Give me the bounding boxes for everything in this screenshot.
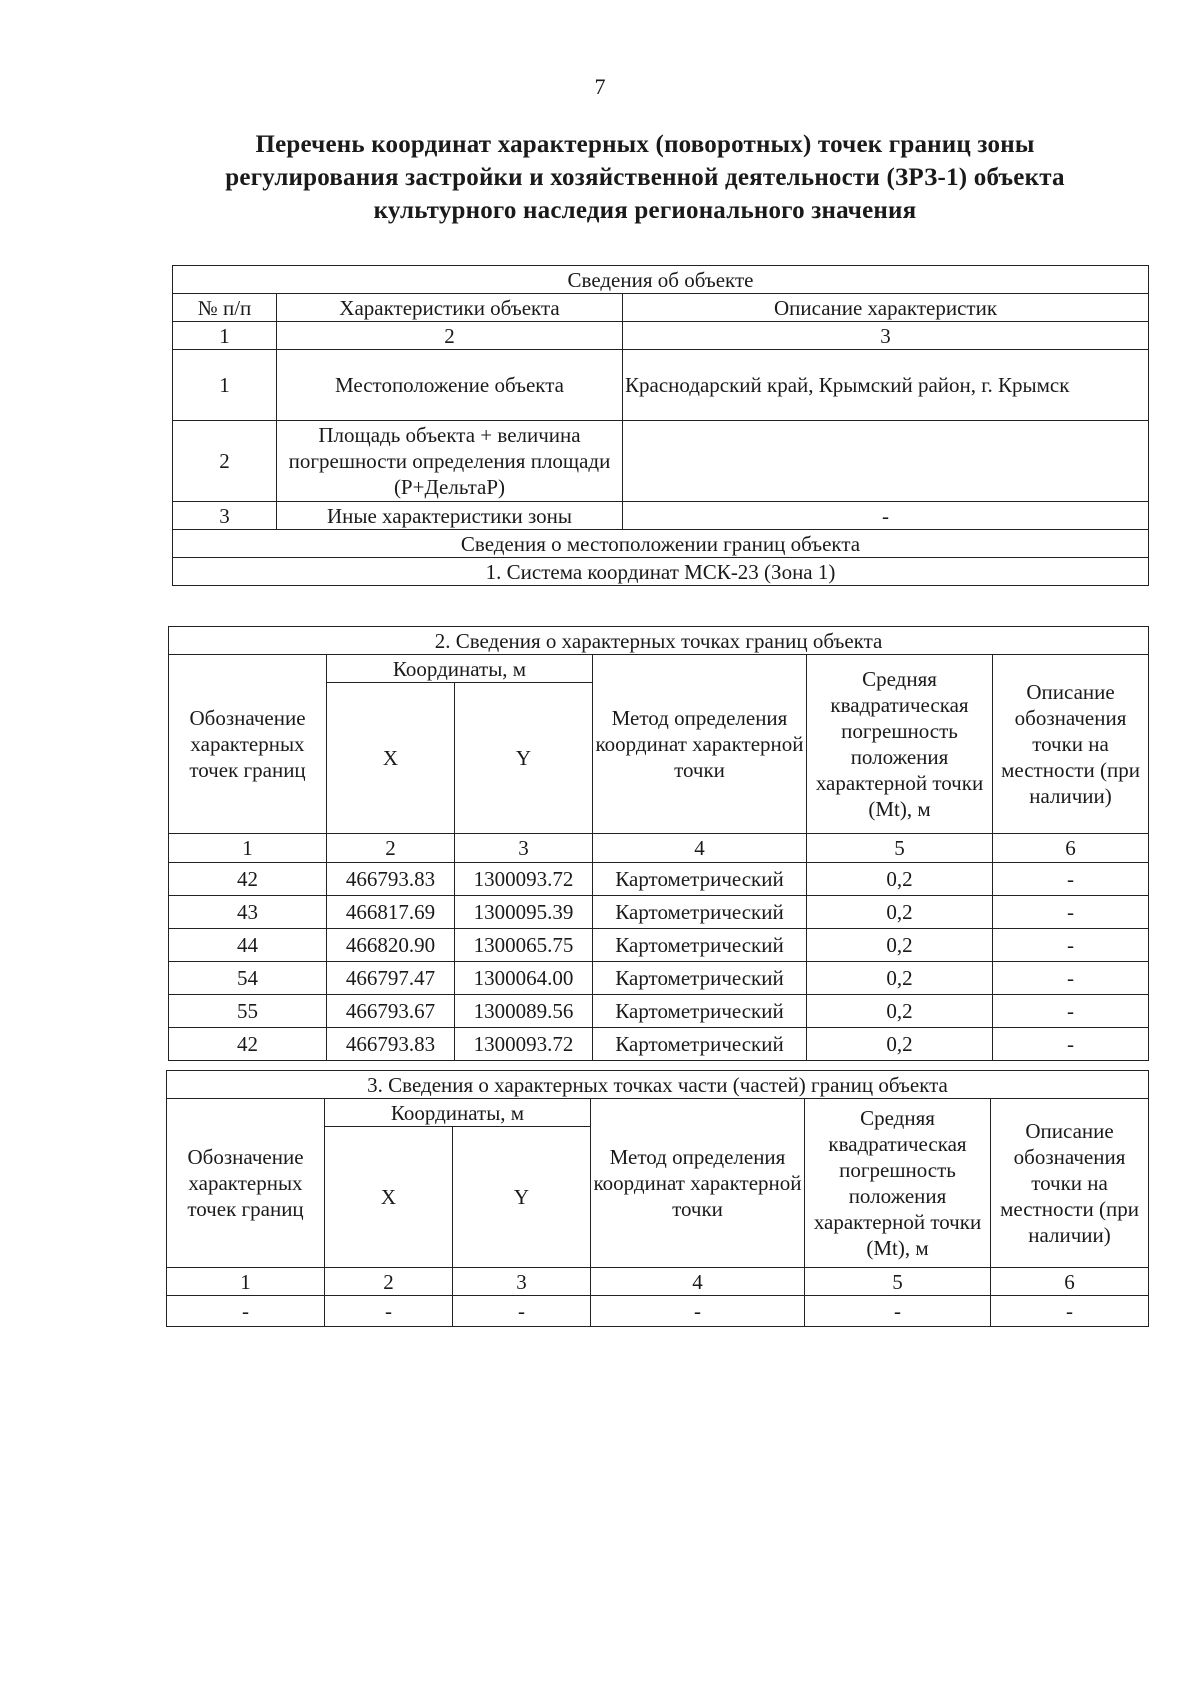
point-desc: - (993, 863, 1149, 896)
error-header: Средняя квадратическая погрешность положения характерной точки (Mt), м (807, 655, 993, 834)
method-header: Метод определения координат характерной точки (591, 1099, 805, 1268)
table-row (169, 863, 1149, 896)
table-row (169, 1028, 1149, 1061)
point-y: 1300093.72 (455, 863, 593, 896)
point-id: 44 (169, 929, 327, 962)
row-characteristic: Иные характеристики зоны (277, 502, 623, 530)
part-boundary-points-table (166, 1070, 1149, 1327)
point-error: - (805, 1296, 991, 1327)
point-error: 0,2 (807, 896, 993, 929)
table-row (169, 929, 1149, 962)
parts-numbers-row (167, 1268, 1149, 1296)
row-description (623, 421, 1149, 502)
col-number: 2 (277, 322, 623, 350)
parts-heading-row (167, 1071, 1149, 1099)
point-desc: - (993, 995, 1149, 1028)
coords-header: Координаты, м (325, 1099, 591, 1127)
col-header-characteristic: Характеристики объекта (277, 294, 623, 322)
row-num: 2 (173, 421, 277, 502)
table-row (169, 995, 1149, 1028)
point-id: 55 (169, 995, 327, 1028)
col-number: 4 (591, 1268, 805, 1296)
row-characteristic: Площадь объекта + величина погрешности определения площади (P+ДельтаP) (277, 421, 623, 502)
points-numbers-row (169, 834, 1149, 863)
point-method: Картометрический (593, 863, 807, 896)
point-y: 1300089.56 (455, 995, 593, 1028)
object-info-header-row (173, 294, 1149, 322)
row-characteristic: Местоположение объекта (277, 350, 623, 421)
point-x: 466820.90 (327, 929, 455, 962)
error-header: Средняя квадратическая погрешность положения характерной точки (Mt), м (805, 1099, 991, 1268)
point-y: - (453, 1296, 591, 1327)
point-id: 42 (169, 1028, 327, 1061)
object-info-row (173, 421, 1149, 502)
object-info-heading-row (173, 266, 1149, 294)
point-error: 0,2 (807, 929, 993, 962)
object-info-row (173, 502, 1149, 530)
coords-header: Координаты, м (327, 655, 593, 683)
point-error: 0,2 (807, 995, 993, 1028)
boundary-points-table (168, 626, 1149, 1061)
col-number: 4 (593, 834, 807, 863)
y-header: Y (453, 1127, 591, 1268)
object-info-numbers-row (173, 322, 1149, 350)
col-header-num: № п/п (173, 294, 277, 322)
point-method: Картометрический (593, 929, 807, 962)
table-row (169, 896, 1149, 929)
object-info-table (172, 265, 1149, 586)
row-num: 1 (173, 350, 277, 421)
point-method: Картометрический (593, 962, 807, 995)
points-heading-row (169, 627, 1149, 655)
point-x: 466793.83 (327, 863, 455, 896)
point-desc: - (993, 929, 1149, 962)
row-num: 3 (173, 502, 277, 530)
col-number: 2 (325, 1268, 453, 1296)
parts-header-row (167, 1099, 1149, 1127)
point-method: Картометрический (593, 1028, 807, 1061)
point-x: 466817.69 (327, 896, 455, 929)
col-number: 5 (805, 1268, 991, 1296)
parts-heading: 3. Сведения о характерных точках части (частей) границ объекта (167, 1071, 1149, 1099)
points-header-row (169, 655, 1149, 683)
coord-system-row (173, 558, 1149, 586)
point-desc: - (993, 1028, 1149, 1061)
point-desc: - (993, 896, 1149, 929)
point-x: - (325, 1296, 453, 1327)
points-heading: 2. Сведения о характерных точках границ объекта (169, 627, 1149, 655)
point-y: 1300093.72 (455, 1028, 593, 1061)
y-header: Y (455, 683, 593, 834)
point-description-header: Описание обозначения точки на местности (при наличии) (993, 655, 1149, 834)
object-info-heading: Сведения об объекте (173, 266, 1149, 294)
page-number: 7 (594, 74, 606, 99)
point-id: 43 (169, 896, 327, 929)
col-number: 2 (327, 834, 455, 863)
point-error: 0,2 (807, 863, 993, 896)
designation-header: Обозначение характерных точек границ (169, 655, 327, 834)
designation-header: Обозначение характерных точек границ (167, 1099, 325, 1268)
col-number: 6 (991, 1268, 1149, 1296)
col-number: 1 (173, 322, 277, 350)
point-error: 0,2 (807, 1028, 993, 1061)
point-x: 466797.47 (327, 962, 455, 995)
coord-system: 1. Система координат МСК-23 (Зона 1) (173, 558, 1149, 586)
table-row (167, 1296, 1149, 1327)
x-header: X (325, 1127, 453, 1268)
point-method: Картометрический (593, 896, 807, 929)
x-header: X (327, 683, 455, 834)
point-method: - (591, 1296, 805, 1327)
col-number: 3 (623, 322, 1149, 350)
point-x: 466793.83 (327, 1028, 455, 1061)
object-info-row (173, 350, 1149, 421)
method-header: Метод определения координат характерной точки (593, 655, 807, 834)
point-y: 1300095.39 (455, 896, 593, 929)
col-number: 5 (807, 834, 993, 863)
col-number: 6 (993, 834, 1149, 863)
col-number: 3 (453, 1268, 591, 1296)
row-description: Краснодарский край, Крымский район, г. Крымск (623, 350, 1149, 421)
point-y: 1300065.75 (455, 929, 593, 962)
col-number: 1 (167, 1268, 325, 1296)
point-y: 1300064.00 (455, 962, 593, 995)
point-id: 42 (169, 863, 327, 896)
location-heading-row (173, 530, 1149, 558)
point-desc: - (993, 962, 1149, 995)
document-title: Перечень координат характерных (поворотных) точек границ зоны регулирования застройки и хозяйственной деятельности (ЗРЗ-1) объекта культурного наследия регионального значения (225, 131, 1065, 224)
point-error: 0,2 (807, 962, 993, 995)
col-header-description: Описание характеристик (623, 294, 1149, 322)
point-x: 466793.67 (327, 995, 455, 1028)
point-id: 54 (169, 962, 327, 995)
row-description: - (623, 502, 1149, 530)
point-id: - (167, 1296, 325, 1327)
location-heading: Сведения о местоположении границ объекта (173, 530, 1149, 558)
point-desc: - (991, 1296, 1149, 1327)
col-number: 3 (455, 834, 593, 863)
col-number: 1 (169, 834, 327, 863)
point-description-header: Описание обозначения точки на местности (при наличии) (991, 1099, 1149, 1268)
table-row (169, 962, 1149, 995)
point-method: Картометрический (593, 995, 807, 1028)
